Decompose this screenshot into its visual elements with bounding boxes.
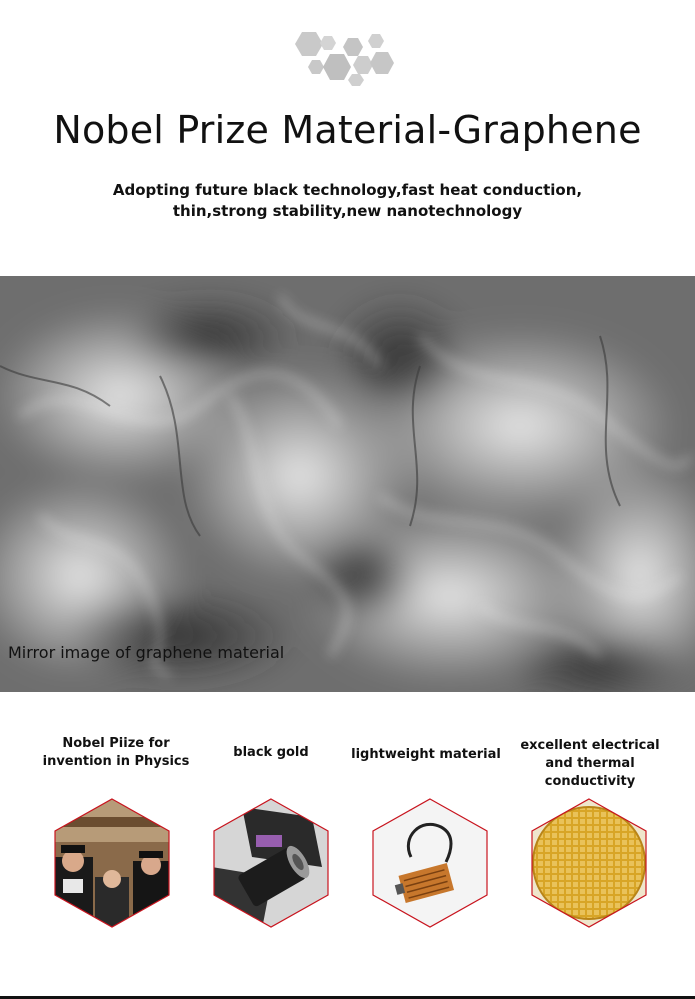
feature-label-black-gold — [191, 744, 351, 762]
black-graphene-roll-photo — [212, 797, 330, 929]
subtitle-line-1: Adopting future black technology,fast heat conduction, — [112, 181, 583, 199]
subtitle-line-2: thin,strong stability,new nanotechnology — [172, 202, 523, 220]
feature-line: Nobel Piize for — [62, 736, 170, 751]
feature-label-nobel — [36, 735, 196, 771]
page-subtitle — [0, 180, 695, 222]
golden-wafer-circuit-photo — [530, 797, 648, 929]
feature-line: black gold — [233, 745, 309, 760]
hero-caption: Mirror image of graphene material — [8, 643, 285, 662]
nobel-ceremony-photo — [53, 797, 171, 929]
graphene-texture — [0, 276, 695, 692]
feature-line: and thermal conductivity — [544, 756, 636, 789]
graphene-hero-image — [0, 276, 695, 692]
feature-line: invention in Physics — [42, 754, 190, 769]
hexagon-cluster-icon — [290, 30, 405, 86]
page-title: Nobel Prize Material-Graphene — [53, 108, 642, 152]
graphene-heating-film-photo — [371, 797, 489, 929]
feature-label-lightweight — [346, 746, 506, 764]
feature-line: excellent electrical — [520, 738, 660, 753]
feature-line: lightweight material — [351, 747, 501, 762]
feature-label-conductivity — [510, 737, 670, 791]
